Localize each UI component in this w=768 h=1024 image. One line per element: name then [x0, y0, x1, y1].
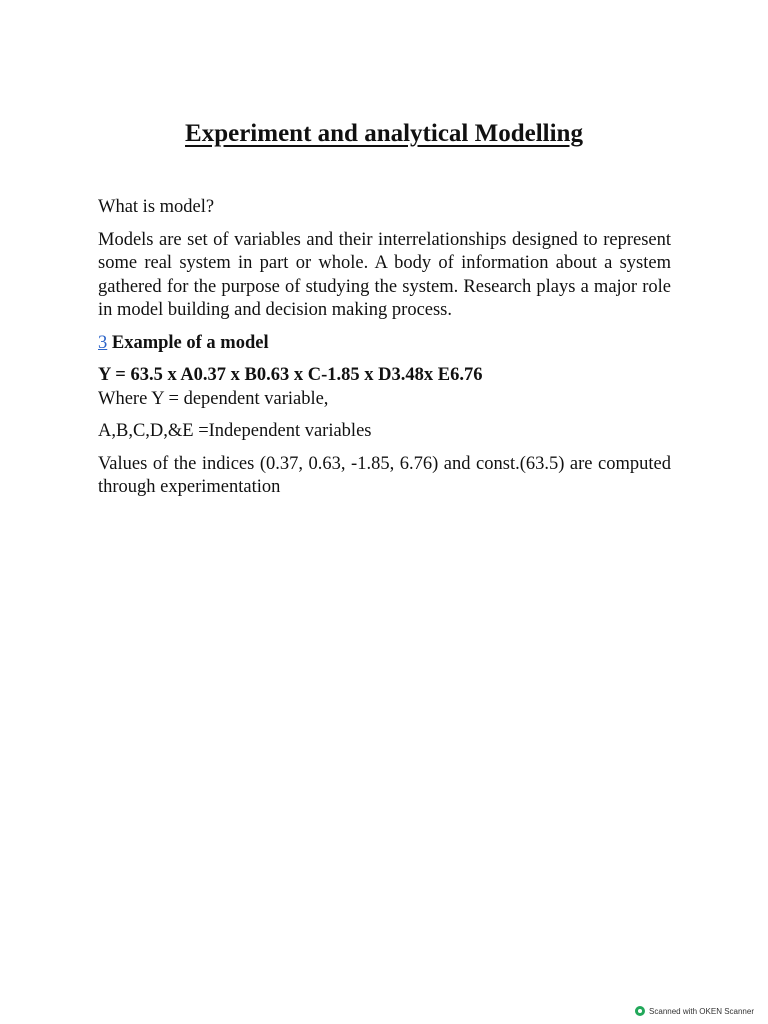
- oken-scanner-logo-icon: [635, 1006, 645, 1016]
- scanner-watermark: [635, 1006, 754, 1016]
- document-body: [98, 196, 671, 500]
- question-text: What is model?: [98, 197, 215, 217]
- independent-variables-line: A,B,C,D,&E =Independent variables: [98, 421, 372, 441]
- page-title: Experiment and analytical Modelling: [185, 120, 583, 147]
- example-title: Example of a model: [107, 332, 269, 353]
- example-number-link[interactable]: 3: [98, 332, 108, 353]
- definition-paragraph: Models are set of variables and their interrelationships designed to represent some real system in part or whole. A body of information about a system gathered for the purpose of studying the system. Research plays a major role in model building and decision making process.: [98, 229, 671, 320]
- model-equation: Y = 63.5 x A0.37 x B0.63 x C-1.85 x D3.48x E6.76: [98, 365, 483, 385]
- scanner-text: Scanned with OKEN Scanner: [649, 1006, 754, 1016]
- indices-paragraph: Values of the indices (0.37, 0.63, -1.85, 6.76) and const.(63.5) are computed through experimentation: [98, 453, 671, 497]
- dependent-variable-line: Where Y = dependent variable,: [98, 388, 329, 409]
- example-heading: [98, 332, 671, 356]
